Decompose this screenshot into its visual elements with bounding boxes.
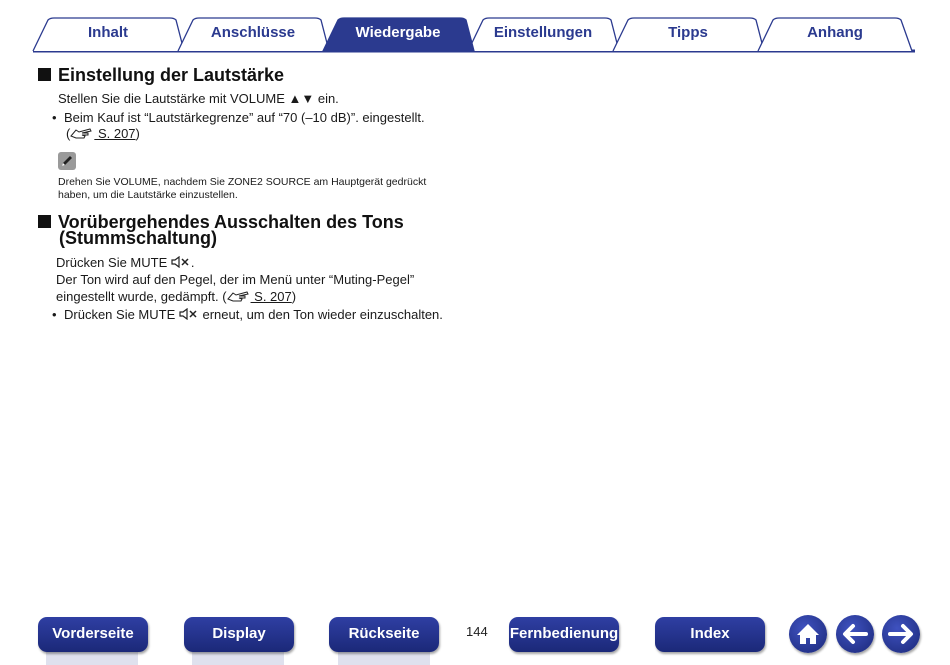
tab-tipps-label: Tipps (668, 24, 708, 41)
section-heading-mute-text-2: (Stummschaltung) (59, 228, 218, 248)
reference-hand-icon (70, 127, 94, 139)
tab-anschluesse[interactable] (185, 17, 325, 52)
volume-limit-note: Beim Kauf ist “Lautstärkegrenze” auf “70 (–10 dB)”. eingestellt. (64, 110, 425, 125)
tab-einstellungen-label: Einstellungen (493, 24, 593, 41)
section-heading-mute-text-1: Vorübergehendes Ausschalten des Tons (58, 212, 404, 232)
bullet-icon: • (52, 110, 57, 125)
bullet-icon: • (52, 307, 57, 322)
tab-inhalt-label: Inhalt (88, 24, 128, 41)
forward-arrow-icon (882, 615, 920, 653)
mute-icon (171, 256, 191, 268)
rueckseite-button[interactable]: Rückseite (329, 617, 439, 652)
note-line-1: Drehen Sie VOLUME, nachdem Sie ZONE2 SOURCE am Hauptgerät gedrückt (58, 176, 427, 188)
tab-inhalt[interactable] (40, 17, 180, 52)
mute-desc-line-2: eingestellt wurde, gedämpft. ( S. 207) (56, 289, 297, 304)
heading-square-icon (38, 68, 51, 81)
section-heading-volume (38, 67, 284, 84)
tab-anschluesse-label: Anschlüsse (210, 24, 296, 41)
mute-desc-line-1: Der Ton wird auf den Pegel, der im Menü unter “Muting-Pegel” (56, 272, 415, 287)
tab-anhang-label: Anhang (807, 24, 863, 41)
display-button[interactable]: Display (184, 617, 294, 652)
forward-button[interactable] (882, 615, 920, 653)
nav-underlay (338, 650, 430, 665)
tab-tipps[interactable] (620, 17, 760, 52)
back-arrow-icon (836, 615, 874, 653)
section-heading-volume-text: Einstellung der Lautstärke (58, 65, 285, 85)
mute-icon (179, 308, 199, 320)
tab-wiedergabe-label: Wiedergabe (355, 24, 441, 41)
fernbedienung-button[interactable]: Fernbedienung (509, 617, 619, 652)
tab-wiedergabe[interactable] (330, 17, 470, 52)
volume-ref-link[interactable]: S. 207 (94, 126, 136, 141)
volume-ref: ( S. 207) (66, 126, 140, 141)
note-line-2: haben, um die Lautstärke einzustellen. (58, 189, 238, 201)
mute-bullet: Drücken Sie MUTE erneut, um den Ton wieder einzuschalten. (64, 307, 443, 322)
home-button[interactable] (789, 615, 827, 653)
pencil-note-icon (58, 152, 76, 170)
mute-instruction: Drücken Sie MUTE . (56, 255, 195, 270)
volume-instruction: Stellen Sie die Lautstärke mit VOLUME ▲▼ ein. (58, 91, 339, 106)
heading-square-icon (38, 215, 51, 228)
index-button[interactable]: Index (655, 617, 765, 652)
home-icon (789, 615, 827, 653)
mute-ref-link[interactable]: S. 207 (250, 289, 292, 304)
vorderseite-button[interactable]: Vorderseite (38, 617, 148, 652)
nav-underlay (46, 650, 138, 665)
tab-anhang[interactable] (765, 17, 910, 52)
page-number: 144 (466, 624, 488, 639)
back-button[interactable] (836, 615, 874, 653)
reference-hand-icon (227, 290, 251, 302)
tab-einstellungen[interactable] (475, 17, 615, 52)
nav-underlay (192, 650, 284, 665)
